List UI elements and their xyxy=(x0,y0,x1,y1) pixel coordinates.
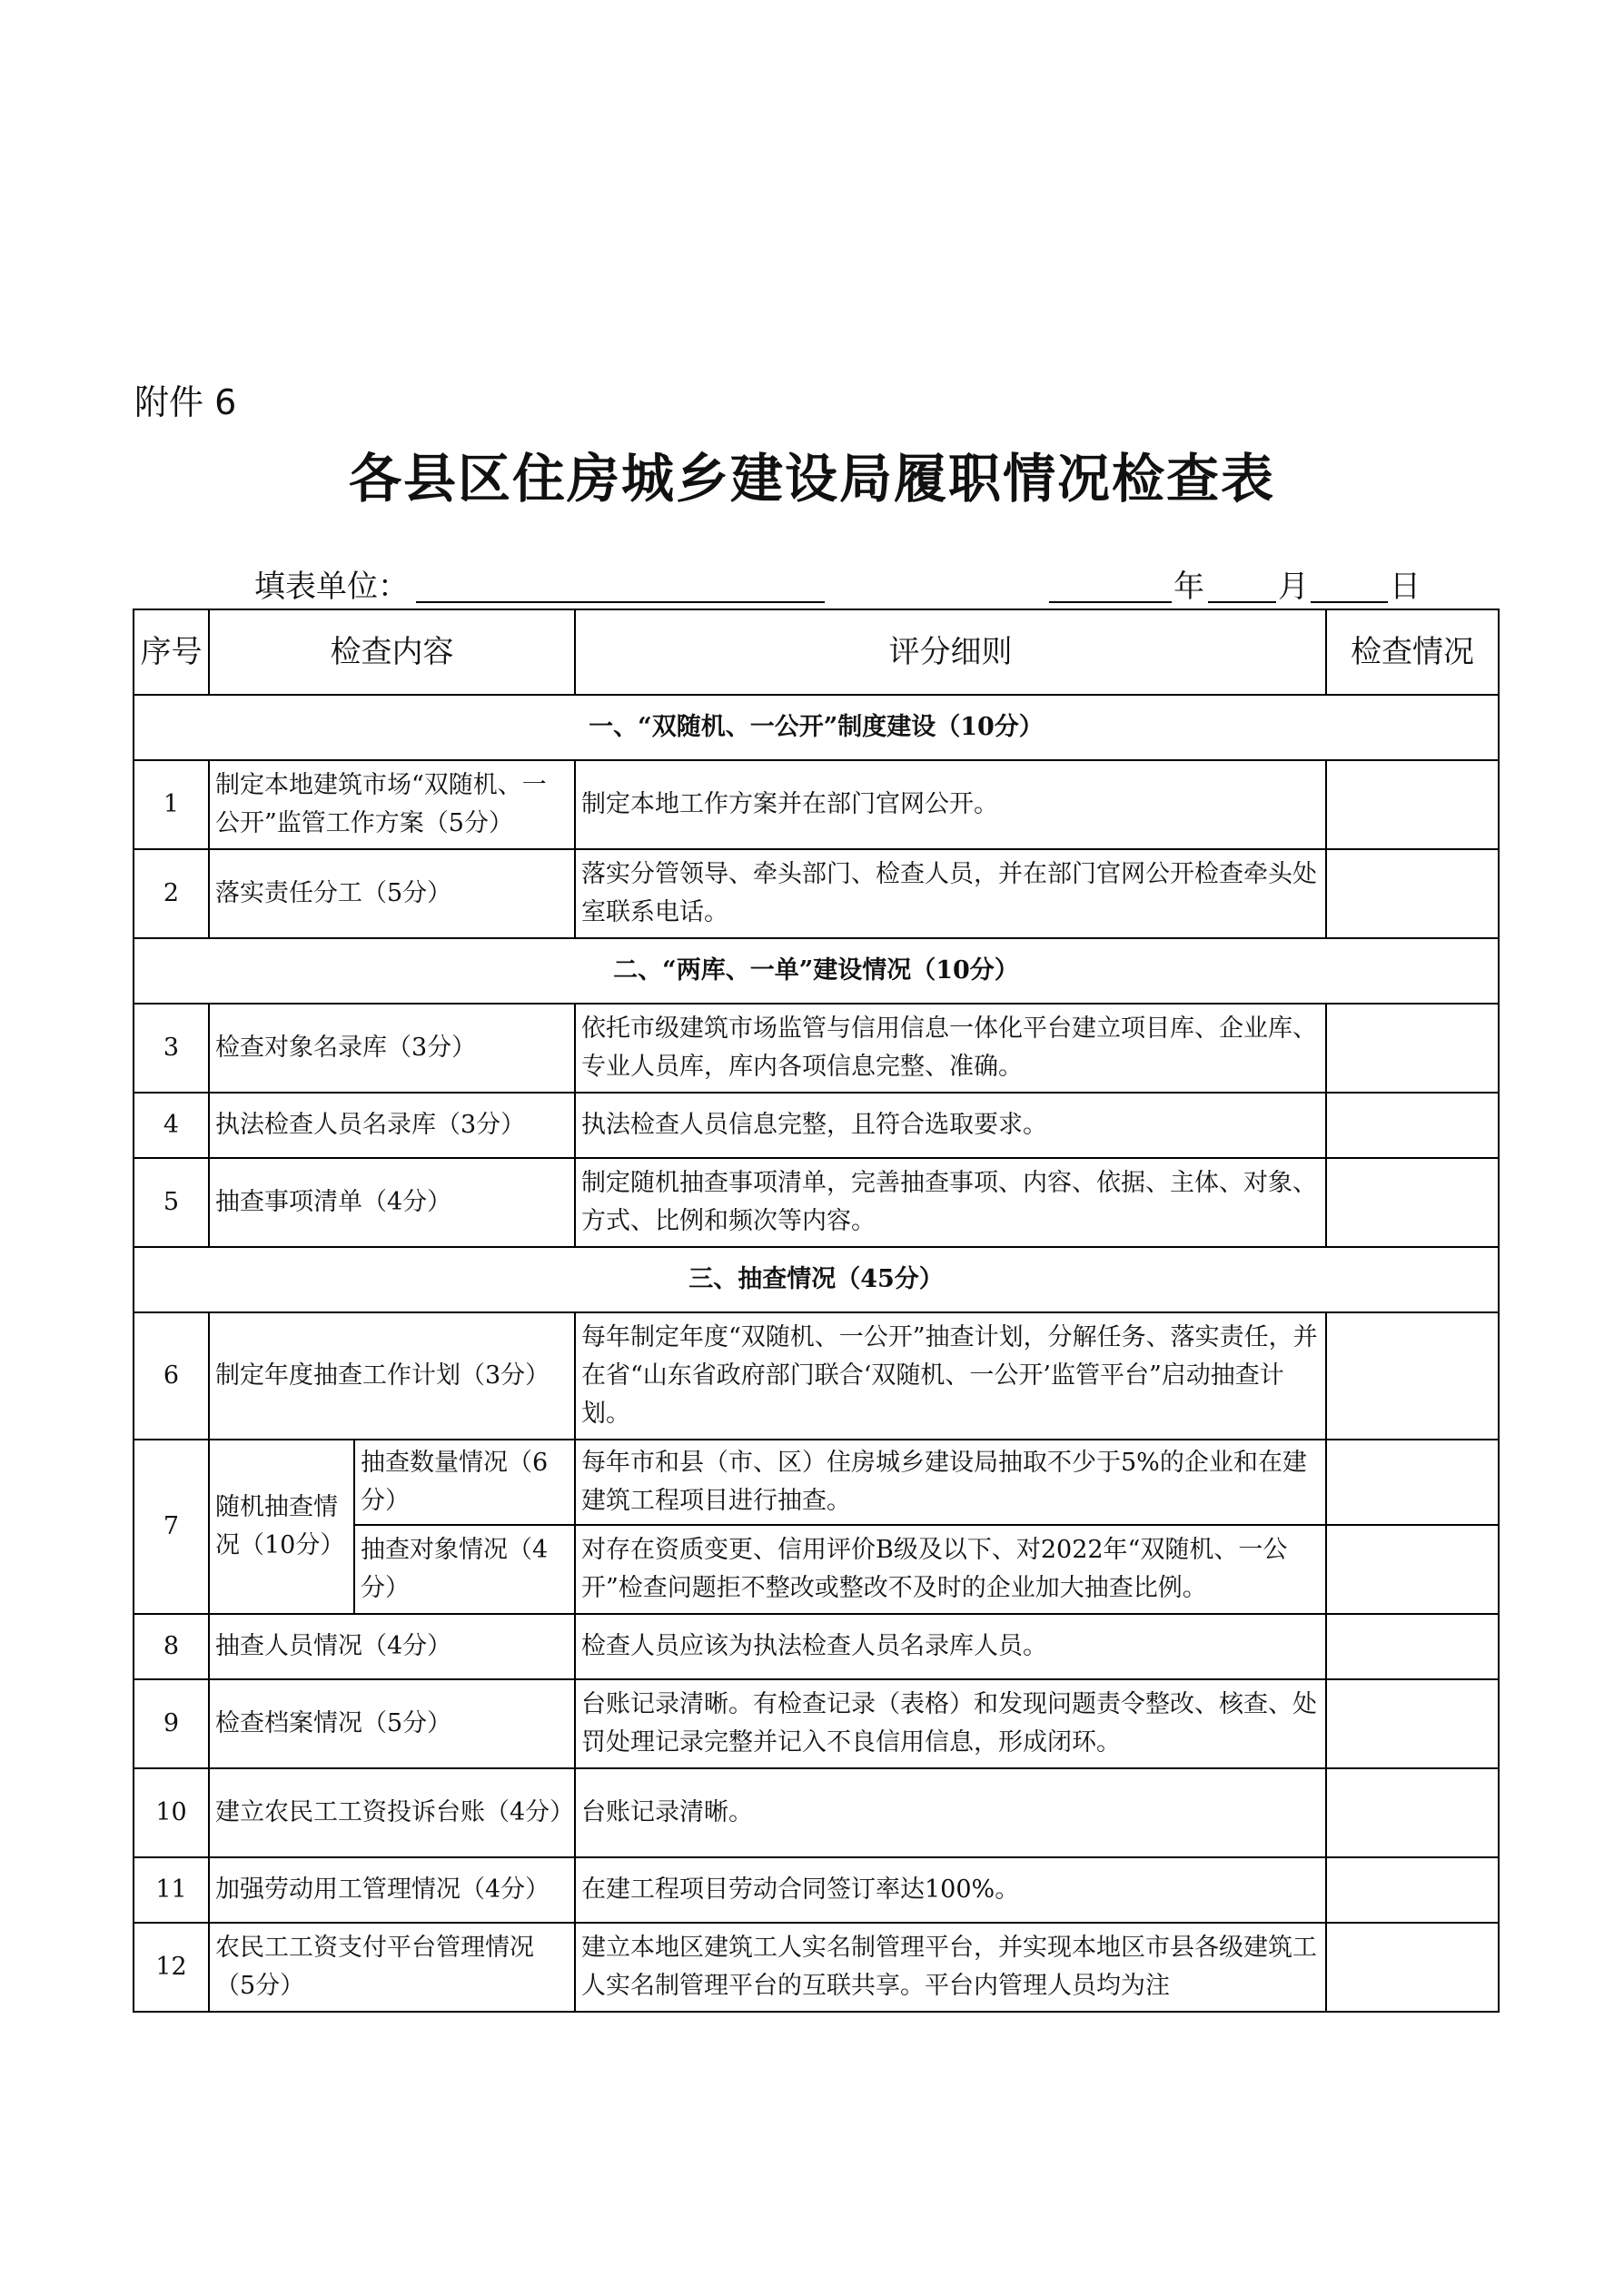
row-content: 农民工工资支付平台管理情况（5分） xyxy=(209,1923,575,2012)
row-rule: 检查人员应该为执法检查人员名录库人员。 xyxy=(575,1614,1326,1679)
table-row xyxy=(134,1004,1499,1093)
row-content: 执法检查人员名录库（3分） xyxy=(209,1093,575,1158)
section-title: 三、抽查情况（45分） xyxy=(134,1247,1499,1312)
row-status-cell[interactable] xyxy=(1326,1158,1499,1247)
row-content: 制定本地建筑市场“双随机、一公开”监管工作方案（5分） xyxy=(209,760,575,849)
row-rule: 台账记录清晰。有检查记录（表格）和发现问题责令整改、核查、处罚处理记录完整并记入不良信用信息，形成闭环。 xyxy=(575,1679,1326,1768)
month-label: 月 xyxy=(1278,569,1309,605)
row-number: 9 xyxy=(134,1679,209,1768)
row-number: 2 xyxy=(134,849,209,938)
row-status-cell[interactable] xyxy=(1326,849,1499,938)
row-rule: 对存在资质变更、信用评价B级及以下、对2022年“双随机、一公开”检查问题拒不整改或整改不及时的企业加大抽查比例。 xyxy=(575,1525,1326,1614)
unit-blank[interactable] xyxy=(416,601,825,603)
row-content: 建立农民工工资投诉台账（4分） xyxy=(209,1768,575,1857)
header-content: 检查内容 xyxy=(209,609,575,695)
row-rule: 每年制定年度“双随机、一公开”抽查计划，分解任务、落实责任，并在省“山东省政府部门联合‘双随机、一公开’监管平台”启动抽查计划。 xyxy=(575,1312,1326,1440)
section-title: 一、“双随机、一公开”制度建设（10分） xyxy=(134,695,1499,760)
table-row xyxy=(134,849,1499,938)
row-rule: 制定本地工作方案并在部门官网公开。 xyxy=(575,760,1326,849)
row-status-cell[interactable] xyxy=(1326,1614,1499,1679)
section-row xyxy=(134,938,1499,1004)
row-number: 1 xyxy=(134,760,209,849)
row-number: 8 xyxy=(134,1614,209,1679)
table-row xyxy=(134,1679,1499,1768)
attachment-label: 附件 6 xyxy=(134,382,237,422)
row-content: 检查对象名录库（3分） xyxy=(209,1004,575,1093)
inspection-table xyxy=(133,609,1500,2013)
row-status-cell[interactable] xyxy=(1326,1312,1499,1440)
row-content: 加强劳动用工管理情况（4分） xyxy=(209,1857,575,1923)
header-status: 检查情况 xyxy=(1326,609,1499,695)
table-row xyxy=(134,1093,1499,1158)
row-status-cell[interactable] xyxy=(1326,1525,1499,1614)
row-rule: 依托市级建筑市场监管与信用信息一体化平台建立项目库、企业库、专业人员库，库内各项信息完整、准确。 xyxy=(575,1004,1326,1093)
row-content: 抽查事项清单（4分） xyxy=(209,1158,575,1247)
row-rule: 台账记录清晰。 xyxy=(575,1768,1326,1857)
section-title: 二、“两库、一单”建设情况（10分） xyxy=(134,938,1499,1004)
table-row xyxy=(134,1923,1499,2012)
section-row xyxy=(134,695,1499,760)
row-status-cell[interactable] xyxy=(1326,1093,1499,1158)
row-rule: 执法检查人员信息完整，且符合选取要求。 xyxy=(575,1093,1326,1158)
row-rule: 制定随机抽查事项清单，完善抽查事项、内容、依据、主体、对象、方式、比例和频次等内容。 xyxy=(575,1158,1326,1247)
row-status-cell[interactable] xyxy=(1326,1440,1499,1525)
day-label: 日 xyxy=(1390,569,1421,605)
row-status-cell[interactable] xyxy=(1326,1857,1499,1923)
day-blank[interactable] xyxy=(1311,601,1388,603)
table-row xyxy=(134,1312,1499,1440)
row-content: 制定年度抽查工作计划（3分） xyxy=(209,1312,575,1440)
row-number: 7 xyxy=(134,1440,209,1614)
header-rule: 评分细则 xyxy=(575,609,1326,695)
table-row xyxy=(134,1614,1499,1679)
row-rule: 建立本地区建筑工人实名制管理平台，并实现本地区市县各级建筑工人实名制管理平台的互联共享。平台内管理人员均为注 xyxy=(575,1923,1326,2012)
table-row xyxy=(134,1440,1499,1525)
row-subcontent: 抽查数量情况（6分） xyxy=(354,1440,575,1525)
fill-in-row xyxy=(254,561,1420,609)
row-content: 检查档案情况（5分） xyxy=(209,1679,575,1768)
row-content: 抽查人员情况（4分） xyxy=(209,1614,575,1679)
row-number: 6 xyxy=(134,1312,209,1440)
row-number: 10 xyxy=(134,1768,209,1857)
table-row xyxy=(134,1768,1499,1857)
row-status-cell[interactable] xyxy=(1326,1679,1499,1768)
year-blank[interactable] xyxy=(1049,601,1172,603)
row-number: 3 xyxy=(134,1004,209,1093)
table-row xyxy=(134,1158,1499,1247)
row-number: 11 xyxy=(134,1857,209,1923)
table-row xyxy=(134,760,1499,849)
table-header-row xyxy=(134,609,1499,695)
row-content: 落实责任分工（5分） xyxy=(209,849,575,938)
table-row xyxy=(134,1857,1499,1923)
year-label: 年 xyxy=(1173,569,1204,605)
row-status-cell[interactable] xyxy=(1326,760,1499,849)
page-title: 各县区住房城乡建设局履职情况检查表 xyxy=(348,448,1275,510)
header-no: 序号 xyxy=(134,609,209,695)
row-status-cell[interactable] xyxy=(1326,1004,1499,1093)
row-status-cell[interactable] xyxy=(1326,1768,1499,1857)
month-blank[interactable] xyxy=(1208,601,1276,603)
row-subcontent: 抽查对象情况（4分） xyxy=(354,1525,575,1614)
row-status-cell[interactable] xyxy=(1326,1923,1499,2012)
row-content: 随机抽查情况（10分） xyxy=(209,1440,354,1614)
row-rule: 在建工程项目劳动合同签订率达100%。 xyxy=(575,1857,1326,1923)
row-rule: 落实分管领导、牵头部门、检查人员，并在部门官网公开检查牵头处室联系电话。 xyxy=(575,849,1326,938)
row-number: 5 xyxy=(134,1158,209,1247)
row-number: 12 xyxy=(134,1923,209,2012)
row-number: 4 xyxy=(134,1093,209,1158)
unit-label: 填表单位： xyxy=(254,569,409,605)
row-rule: 每年市和县（市、区）住房城乡建设局抽取不少于5%的企业和在建建筑工程项目进行抽查。 xyxy=(575,1440,1326,1525)
section-row xyxy=(134,1247,1499,1312)
